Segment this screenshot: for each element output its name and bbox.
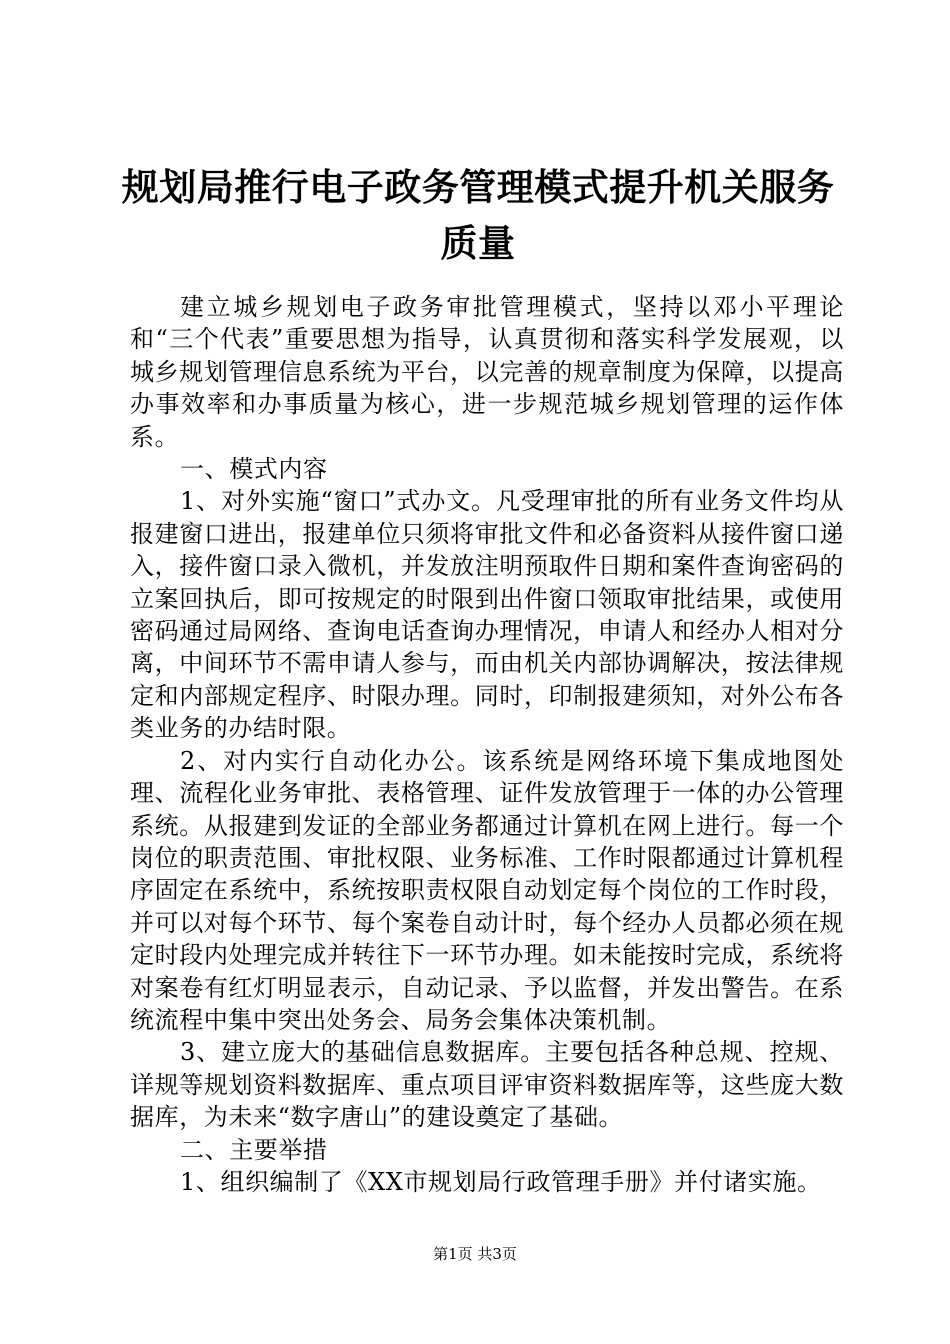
- intro-paragraph: 建立城乡规划电子政务审批管理模式，坚持以邓小平理论和“三个代表”重要思想为指导，认真贯彻和落实科学发展观，以城乡规划管理信息系统为平台，以完善的规章制度为保障，以提高办事效率和办事质量为核心，进一步规范城乡规划管理的运作体系。: [130, 293, 844, 451]
- section1-item-3: 3、建立庞大的基础信息数据库。主要包括各种总规、控规、详规等规划资料数据库、重点项目评审资料数据库等，这些庞大数据库，为未来“数字唐山”的建设奠定了基础。: [130, 1038, 844, 1132]
- document-body: [130, 291, 844, 1198]
- section-heading-1: 一、模式内容: [180, 455, 328, 484]
- page-footer: 第1页 共3页: [433, 1245, 517, 1263]
- section2-item-1: 1、组织编制了《XX市规划局行政管理手册》并付诸实施。: [180, 1167, 822, 1196]
- section1-item-1: 1、对外实施“窗口”式办文。凡受理审批的所有业务文件均从报建窗口进出，报建单位只须将审批文件和必备资料从接件窗口递入，接件窗口录入微机，并发放注明预取件日期和案件查询密码的立案回执后，即可按规定的时限到出件窗口领取审批结果，或使用密码通过局网络、查询电话查询办理情况，申请人和经办人相对分离，中间环节不需申请人参与，而由机关内部协调解决，按法律规定和内部规定程序、时限办理。同时，印制报建须知，对外公布各类业务的办结时限。: [130, 487, 844, 743]
- section1-item-2: 2、对内实行自动化办公。该系统是网络环境下集成地图处理、流程化业务审批、表格管理、证件发放管理于一体的办公管理系统。从报建到发证的全部业务都通过计算机在网上进行。每一个岗位的职责范围、审批权限、业务标准、工作时限都通过计算机程序固定在系统中，系统按职责权限自动划定每个岗位的工作时段，并可以对每个环节、每个案卷自动计时，每个经办人员都必须在规定时段内处理完成并转往下一环节办理。如未能按时完成，系统将对案卷有红灯明显表示，自动记录、予以监督，并发出警告。在系统流程中集中突出处务会、局务会集体决策机制。: [130, 746, 844, 1034]
- document-title: 规划局推行电子政务管理模式提升机关服务质量: [121, 166, 835, 265]
- section-heading-2: 二、主要举措: [180, 1135, 328, 1164]
